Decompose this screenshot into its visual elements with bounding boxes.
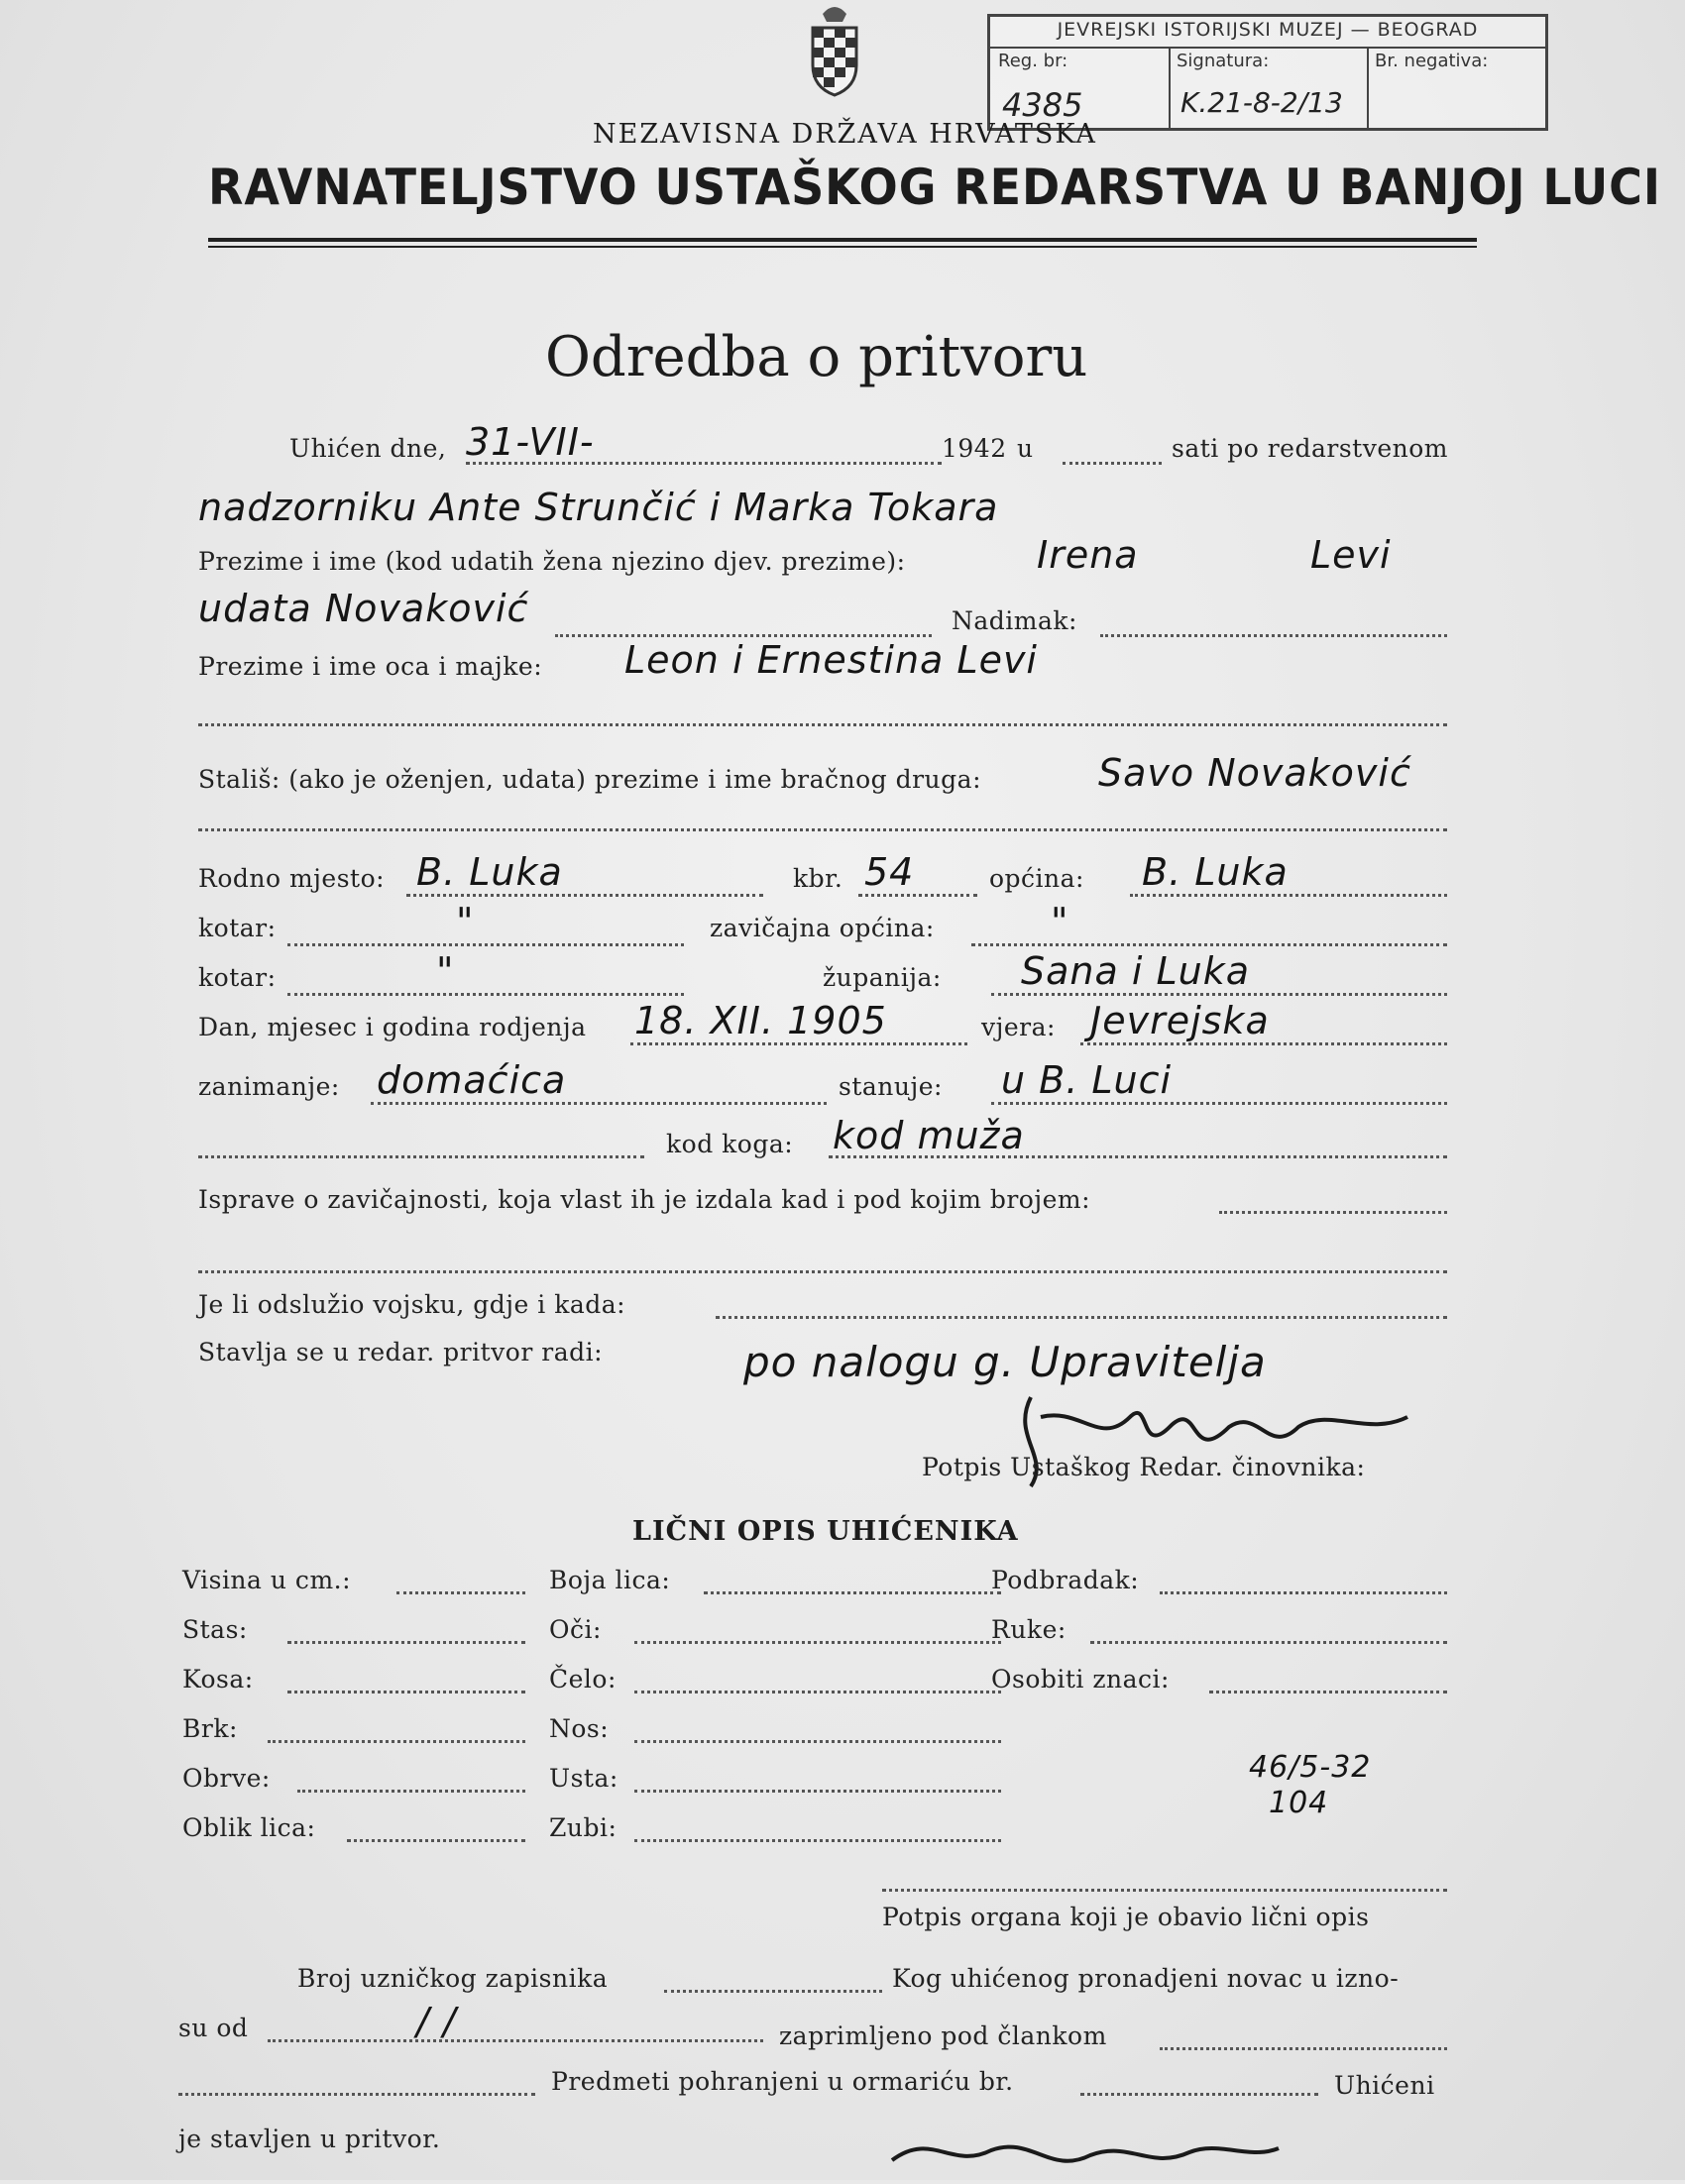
items-line	[1080, 2093, 1318, 2096]
military-line	[716, 1316, 1447, 1319]
detention-handwriting: po nalogu g. Upravitelja	[743, 1338, 1267, 1386]
desc-line-2f	[634, 1839, 1001, 1842]
stamp-neg-label: Br. negativa:	[1375, 51, 1489, 71]
margin-note: 46/5-32	[1249, 1750, 1372, 1785]
nickname-label: Nadimak:	[952, 606, 1077, 635]
stamp-reg-label: Reg. br:	[998, 51, 1068, 71]
district2-label: kotar:	[198, 963, 277, 992]
district2-line	[287, 993, 684, 996]
hours-label: sati po redarstvenom	[1172, 434, 1448, 463]
arrested-date-line	[466, 462, 942, 465]
kbr-line	[858, 894, 977, 897]
desc-line-1b	[287, 1641, 525, 1644]
officer-sig-label: Potpis Ustaškog Redar. činovnika:	[922, 1453, 1366, 1481]
money-line	[268, 2039, 763, 2042]
stamp-title: JEVREJSKI ISTORIJSKI MUZEJ — BEOGRAD	[1057, 19, 1479, 41]
stamp-row	[990, 47, 1545, 128]
desc-line-2e	[634, 1790, 1001, 1793]
description-heading: LIČNI OPIS UHIĆENIKA	[632, 1516, 1019, 1547]
museum-stamp	[987, 14, 1548, 131]
hours-line	[1063, 462, 1162, 465]
district1-label: kotar:	[198, 914, 277, 942]
desc-line-3a	[1160, 1591, 1447, 1594]
documents-line-2	[198, 1270, 1447, 1273]
religion-label: vjera:	[981, 1013, 1056, 1041]
record-label: Broj uzničkog zapisnika	[297, 1964, 609, 1993]
status-line	[198, 828, 1447, 831]
desc-chin-label: Podbradak:	[991, 1566, 1140, 1594]
desc-eyebrows-label: Obrve:	[182, 1764, 271, 1793]
district1-line	[287, 943, 684, 946]
bottom-signature	[872, 2130, 1289, 2180]
desc-complexion-label: Boja lica:	[549, 1566, 671, 1594]
birthplace-handwriting: B. Luka	[416, 850, 563, 894]
arrested-date: 31-VII-	[466, 420, 595, 464]
stamp-reg-value: 4385	[1002, 86, 1083, 124]
with-whom-handwriting: kod muža	[833, 1114, 1025, 1157]
nickname-line	[1100, 634, 1447, 637]
items-label: Predmeti pohranjeni u ormariću br.	[551, 2067, 1014, 2096]
desc-line-2d	[634, 1740, 1001, 1743]
desc-eyes-label: Oči:	[549, 1615, 602, 1644]
money-cont: su od	[178, 2014, 249, 2042]
home-municipality-handwriting: "	[1051, 900, 1069, 943]
name-handwriting: Irena	[1037, 533, 1139, 577]
coat-of-arms	[805, 0, 864, 99]
occupation-handwriting: domaćica	[377, 1058, 567, 1102]
desc-line-2c	[634, 1691, 1001, 1693]
stamp-sig-label: Signatura:	[1177, 51, 1270, 71]
birthplace-label: Rodno mjesto:	[198, 864, 386, 893]
dob-handwriting: 18. XII. 1905	[634, 999, 887, 1042]
desc-teeth-label: Zubi:	[549, 1813, 618, 1842]
desc-marks-label: Osobiti znaci:	[991, 1665, 1170, 1693]
name-label: Prezime i ime (kod udatih žena njezino djev. prezime):	[198, 547, 906, 576]
religion-handwriting: Jevrejska	[1090, 999, 1270, 1042]
desc-nose-label: Nos:	[549, 1714, 610, 1743]
documents-line	[1219, 1211, 1447, 1214]
parents-line	[198, 723, 1447, 726]
desc-height-label: Visina u cm.:	[182, 1566, 352, 1594]
money-label: Kog uhićenog pronadjeni novac u izno-	[892, 1964, 1400, 1993]
kbr-label: kbr.	[793, 864, 843, 893]
desc-moustache-label: Brk:	[182, 1714, 238, 1743]
with-whom-label: kod koga:	[666, 1130, 794, 1158]
district1-handwriting: "	[456, 900, 475, 943]
municipality-label: općina:	[989, 864, 1084, 893]
occupation-label: zanimanje:	[198, 1072, 340, 1101]
with-whom-line	[829, 1155, 1447, 1158]
items-pre-line	[178, 2093, 535, 2096]
stamp-reg-cell	[990, 49, 1171, 128]
desc-line-1e	[297, 1790, 525, 1793]
status-label: Stališ: (ako je oženjen, udata) prezime i ime bračnog druga:	[198, 765, 981, 794]
desc-line-1c	[287, 1691, 525, 1693]
desc-mouth-label: Usta:	[549, 1764, 618, 1793]
desc-build-label: Stas:	[182, 1615, 248, 1644]
county-line	[991, 993, 1447, 996]
occupation-line	[371, 1102, 827, 1105]
residence-handwriting: u B. Luci	[1001, 1058, 1173, 1102]
officer-handwriting: nadzorniku Ante Strunčić i Marka Tokara	[198, 486, 999, 529]
home-municipality-line	[971, 943, 1447, 946]
record-line	[664, 1990, 882, 1993]
dob-label: Dan, mjesec i godina rodjenja	[198, 1013, 587, 1041]
money-handwriting: / /	[416, 2000, 457, 2043]
desc-hair-label: Kosa:	[182, 1665, 254, 1693]
residence-label: stanuje:	[839, 1072, 943, 1101]
desc-line-1f	[347, 1839, 525, 1842]
margin-note-2: 104	[1269, 1786, 1329, 1820]
year: 1942	[942, 434, 1007, 463]
parents-label: Prezime i ime oca i majke:	[198, 652, 543, 681]
desc-line-3c	[1209, 1691, 1447, 1693]
document-title: Odredba o pritvoru	[545, 325, 1088, 389]
municipality-line	[1130, 894, 1447, 897]
county-label: županija:	[823, 963, 942, 992]
desc-line-1d	[268, 1740, 525, 1743]
military-label: Je li odslužio vojsku, gdje i kada:	[198, 1290, 626, 1319]
birthplace-line	[406, 894, 763, 897]
organ-sig-line	[882, 1889, 1447, 1892]
dob-line	[630, 1042, 967, 1045]
officer-signature	[971, 1377, 1427, 1506]
desc-forehead-label: Čelo:	[549, 1665, 617, 1693]
home-municipality-label: zavičajna općina:	[710, 914, 935, 942]
u-label: u	[1017, 434, 1034, 463]
married-handwriting: udata Novaković	[198, 587, 529, 630]
kbr-handwriting: 54	[864, 850, 915, 894]
organ-sig-label: Potpis organa koji je obavio lični opis	[882, 1903, 1370, 1931]
desc-hands-label: Ruke:	[991, 1615, 1067, 1644]
placed-label: je stavljen u pritvor.	[178, 2125, 441, 2153]
district2-handwriting: "	[436, 949, 455, 993]
header-rule-thin	[208, 246, 1477, 248]
desc-line-2b	[634, 1641, 1001, 1644]
married-line	[555, 634, 932, 637]
arrested-label: Uhićen dne,	[289, 434, 447, 463]
description-grid	[178, 1566, 1467, 1863]
desc-face-shape-label: Oblik lica:	[182, 1813, 316, 1842]
parents-handwriting: Leon i Ernestina Levi	[624, 638, 1038, 682]
desc-line-3b	[1090, 1641, 1447, 1644]
received-label: zaprimljeno pod člankom	[779, 2021, 1107, 2050]
county-handwriting: Sana i Luka	[1021, 949, 1251, 993]
header-rule	[208, 238, 1477, 242]
authority-name: RAVNATELJSTVO USTAŠKOG REDARSTVA U BANJOJ LUCI	[208, 159, 1661, 216]
stamp-sig-cell	[1169, 49, 1369, 128]
desc-line-1a	[396, 1591, 525, 1594]
received-line	[1160, 2047, 1447, 2050]
desc-line-2a	[704, 1591, 1001, 1594]
municipality-handwriting: B. Luka	[1142, 850, 1289, 894]
state-name: NEZAVISNA DRŽAVA HRVATSKA	[593, 119, 1097, 150]
stamp-neg-cell	[1367, 49, 1545, 128]
residence-line	[991, 1102, 1447, 1105]
detention-label: Stavlja se u redar. pritvor radi:	[198, 1338, 604, 1366]
religion-line	[1080, 1042, 1447, 1045]
detained-label: Uhićeni	[1334, 2071, 1435, 2100]
name-handwriting-2: Levi	[1310, 533, 1392, 577]
with-whom-pre-line	[198, 1155, 644, 1158]
documents-label: Isprave o zavičajnosti, koja vlast ih je izdala kad i pod kojim brojem:	[198, 1185, 1091, 1214]
stamp-sig-value: K.21-8-2/13	[1180, 86, 1343, 119]
spouse-handwriting: Savo Novaković	[1098, 751, 1411, 795]
